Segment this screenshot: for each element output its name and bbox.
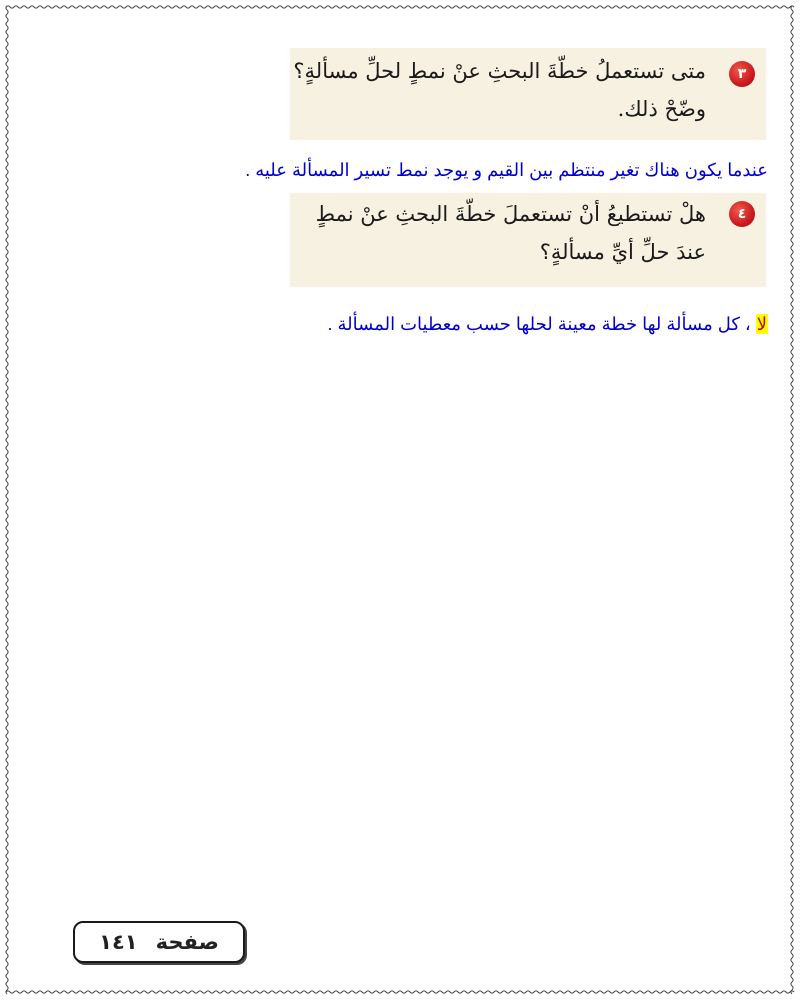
answer-text-2	[328, 314, 768, 335]
page-number: ١٤١	[99, 930, 138, 954]
question-text	[316, 195, 706, 271]
question-block-4	[290, 193, 766, 287]
question-line: عندَ حلِّ أيِّ مسألةٍ؟	[539, 240, 706, 264]
question-number-badge: ٤	[729, 201, 755, 227]
question-number-badge: ٣	[729, 61, 755, 87]
question-block-3	[290, 48, 766, 140]
page-label: صفحة	[155, 930, 219, 954]
page-number-box	[73, 921, 245, 963]
question-line: هلْ تستطيعُ أنْ تستعملَ خطّةَ البحثِ عنْ نمطٍ	[315, 202, 706, 226]
answer-explanation: ، كل مسألة لها خطة معينة لحلها حسب معطيات المسألة .	[327, 314, 756, 334]
question-text	[293, 52, 706, 128]
question-line: متى تستعملُ خطّةَ البحثِ عنْ نمطٍ لحلِّ مسألةٍ؟	[293, 59, 706, 83]
highlighted-answer-word: لا	[756, 314, 767, 334]
answer-text-1: عندما يكون هناك تغير منتظم بين القيم و يوجد نمط تسير المسألة عليه .	[245, 160, 768, 180]
question-line: وضّحْ ذلك.	[617, 97, 706, 121]
